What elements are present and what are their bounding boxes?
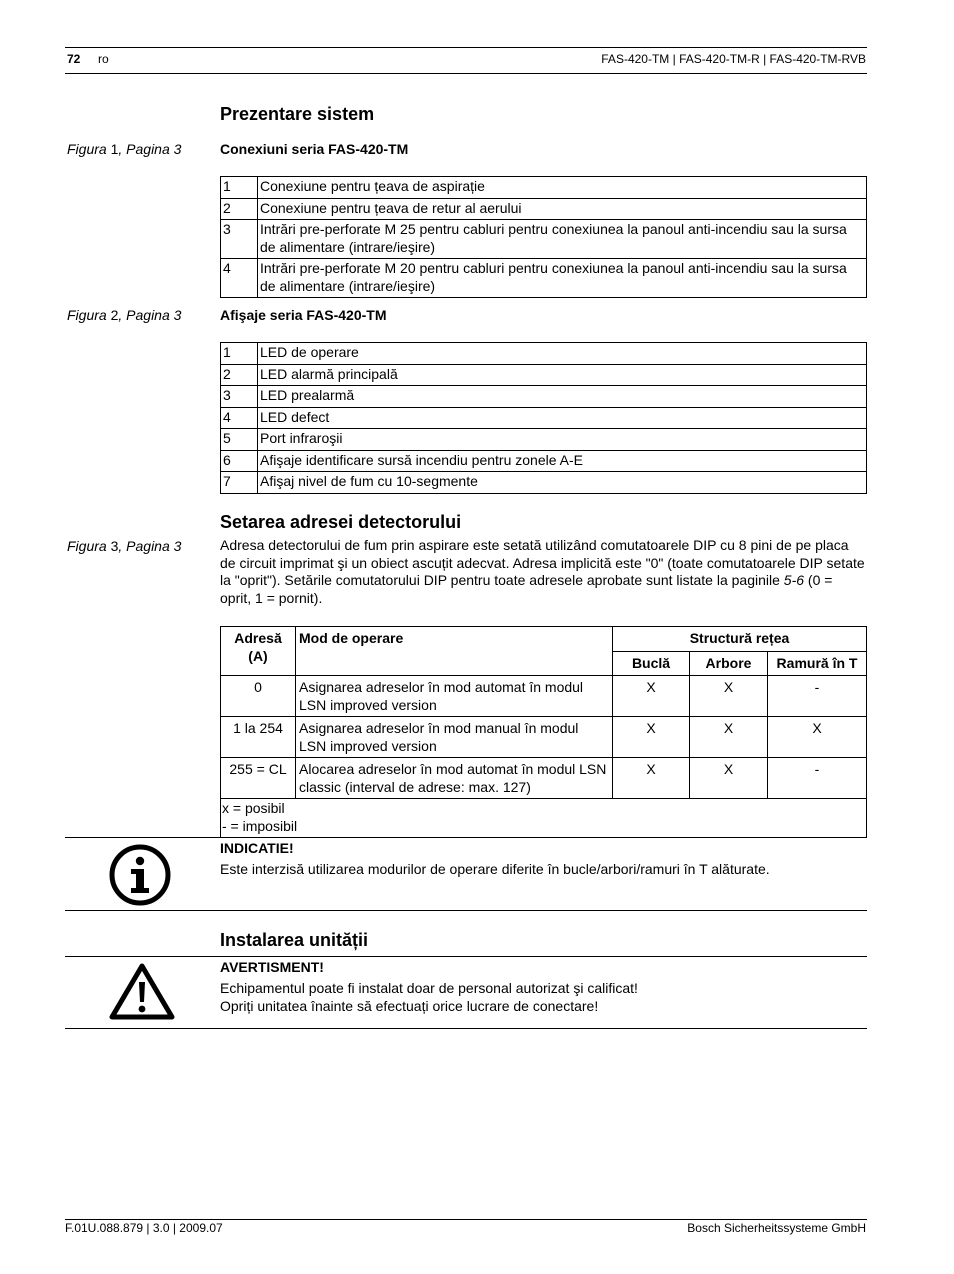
address-table [220,626,867,838]
mode-cell: Asignarea adreselor în mod automat în modul LSN improved version [296,676,613,717]
warning-bottom-rule [65,1028,867,1029]
warning-text [220,980,865,1015]
table-row [221,676,867,717]
table-row [221,177,867,199]
figure-ref-page: , Pagina 3 [118,538,182,554]
figure-ref-number: 2 [110,307,119,323]
loop-cell: X [613,717,690,758]
table-row [221,450,867,472]
item-text: Conexiune pentru țeava de retur al aerului [258,198,867,220]
notice-top-rule [65,837,867,838]
item-text: Conexiune pentru țeava de aspirație [258,177,867,199]
notice-title: INDICATIE! [220,840,294,856]
figure-1-title: Conexiuni seria FAS-420-TM [220,141,409,157]
loop-cell: X [613,676,690,717]
item-text: Afişaje identificare sursă incendiu pentru zonele A-E [258,450,867,472]
figure-ref-number: 1 [110,141,119,157]
footer-doc-id: F.01U.088.879 | 3.0 | 2009.07 [65,1221,223,1235]
item-number: 3 [221,220,258,259]
item-text: Port infraroşii [258,429,867,451]
paragraph-text: Adresa detectorului de fum prin aspirare este setată utilizând comutatoarele DIP cu 8 pini de pe placa de circuit imprimat şi un obiect ascuțit adecvat. Adresa implicită este "0" (toate comutatoarele DIP setate la "oprit"). Setările comutatorului DIP pentru toate adresele aprobate sunt listate la paginile [220,537,865,588]
mode-cell: Asignarea adreselor în mod manual în modul LSN improved version [296,717,613,758]
item-number: 4 [221,407,258,429]
tree-cell: X [690,717,768,758]
column-header-loop: Buclă [613,651,690,676]
item-text: Afişaj nivel de fum cu 10-segmente [258,472,867,494]
item-number: 3 [221,386,258,408]
table-row [221,472,867,494]
address-cell: 255 = CL [221,758,296,799]
loop-cell: X [613,758,690,799]
figure-2-legend-table [220,342,867,494]
notice-bottom-rule [65,910,867,911]
info-icon [108,843,172,907]
table-row [221,198,867,220]
figure-2-title: Afişaje seria FAS-420-TM [220,307,387,323]
item-text: Intrări pre-perforate M 20 pentru cabluri pentru conexiunea la panoul anti-incendiu sau la sursa de alimentare (intrare/ieşire) [258,259,867,298]
table-row [221,364,867,386]
table-header-row [221,627,867,652]
footer-rule [65,1219,867,1220]
header-top-rule [65,47,867,48]
section-title-installation: Instalarea unității [220,930,369,950]
paragraph-page-range: 5-6 [783,572,805,588]
item-number: 6 [221,450,258,472]
column-header-tree: Arbore [690,651,768,676]
figure-ref-word: Figura [67,538,107,554]
item-text: LED defect [258,407,867,429]
address-cell: 0 [221,676,296,717]
column-header-network-structure: Structură rețea [613,627,867,652]
figure-ref-word: Figura [67,307,107,323]
table-row [221,386,867,408]
item-number: 2 [221,364,258,386]
column-header-tbranch: Ramură în T [768,651,867,676]
column-header-address: Adresă (A) [221,627,296,676]
item-number: 5 [221,429,258,451]
legend-impossible: - = imposibil [222,817,298,834]
mode-cell: Alocarea adreselor în mod automat în modul LSN classic (interval de adrese: max. 127) [296,758,613,799]
column-header-mode: Mod de operare [296,627,613,676]
language-code: ro [98,52,109,66]
page-number: 72 [67,52,81,66]
notice-text: Este interzisă utilizarea modurilor de operare diferite în bucle/arbori/ramuri în T alăturate. [220,861,770,877]
table-row [221,758,867,799]
table-row [221,343,867,365]
warning-top-rule [65,956,867,957]
item-text: LED de operare [258,343,867,365]
item-number: 2 [221,198,258,220]
item-number: 7 [221,472,258,494]
figure-2-reference [67,307,181,323]
table-row [221,220,867,259]
tree-cell: X [690,676,768,717]
item-text: LED prealarmă [258,386,867,408]
tree-cell: X [690,758,768,799]
item-text: Intrări pre-perforate M 25 pentru cabluri pentru conexiunea la panoul anti-incendiu sau la sursa de alimentare (intrare/ieşire) [258,220,867,259]
warning-triangle-icon [108,962,176,1022]
figure-1-legend-table [220,176,867,298]
figure-1-reference [67,141,181,157]
table-row [221,429,867,451]
warning-title: AVERTISMENT! [220,959,324,975]
figure-ref-number: 3 [110,538,119,554]
item-number: 1 [221,343,258,365]
figure-ref-page: , Pagina 3 [118,307,182,323]
figure-3-reference [67,538,181,554]
item-number: 4 [221,259,258,298]
item-number: 1 [221,177,258,199]
footer-company: Bosch Sicherheitssysteme GmbH [687,1221,866,1235]
section-title-system-overview: Prezentare sistem [220,104,375,124]
table-row [221,717,867,758]
table-row [221,259,867,298]
tbranch-cell: - [768,676,867,717]
figure-ref-word: Figura [67,141,107,157]
figure-ref-page: , Pagina 3 [118,141,182,157]
table-legend-row [221,799,867,838]
legend-possible: x = posibil [222,800,285,816]
header-bottom-rule [65,73,867,74]
item-text: LED alarmă principală [258,364,867,386]
table-legend [221,799,867,838]
tbranch-cell: - [768,758,867,799]
address-cell: 1 la 254 [221,717,296,758]
header-models: FAS-420-TM | FAS-420-TM-R | FAS-420-TM-RVB [601,52,866,66]
section-title-detector-address: Setarea adresei detectorului [220,512,462,532]
paragraph-text-end: (0 = oprit, 1 = pornit). [220,572,833,606]
tbranch-cell: X [768,717,867,758]
address-paragraph [220,537,865,607]
warning-line-1: Echipamentul poate fi instalat doar de personal autorizat şi calificat! [220,980,638,996]
warning-line-2: Opriți unitatea înainte să efectuați orice lucrare de conectare! [220,997,599,1014]
table-row [221,407,867,429]
